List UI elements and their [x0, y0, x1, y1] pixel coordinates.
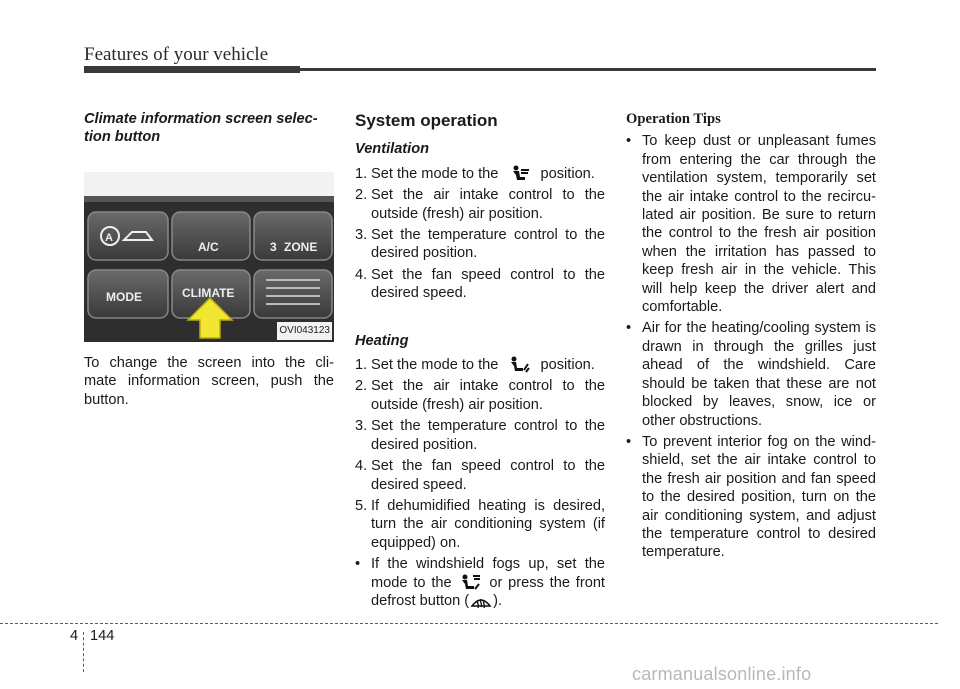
- list-item: [626, 319, 876, 429]
- page-header-title: Features of your vehicle: [84, 44, 269, 65]
- list-item: [626, 433, 876, 562]
- tip-text: To prevent interior fog on the wind- shield, set the air intake control to the fresh air position and fan speed to the desired position, turn on the air conditioning system, and adjust the temperature control to desired temperature.: [642, 433, 876, 561]
- step-number: 4.: [355, 458, 368, 475]
- tip-text: To keep dust or unpleasant fumes from entering the car through the ventilation system, temporarily set the air intake control to the recircu- lated air position. Be sure to return the control to the fresh air position when the irritation has passed to keep fresh air in the vehicle. This will help keep the driver alert and comfortable.: [642, 133, 876, 316]
- zone-button-label: ZONE: [284, 240, 318, 254]
- bullet-mark: •: [626, 320, 632, 337]
- header-rule: [84, 68, 876, 71]
- step-text: Set the temperature control to the desired position.: [371, 227, 605, 262]
- step-number: 2.: [355, 378, 368, 395]
- step-text: If dehumidified heating is desired, turn the air conditioning system (if equipped) on.: [371, 497, 605, 551]
- bullet-text: or press the front defrost button (: [371, 574, 605, 609]
- heating-bullets: [355, 555, 605, 610]
- step-number: 2.: [355, 187, 368, 204]
- footer-divider: [83, 632, 84, 672]
- floor-defrost-mode-icon: [459, 574, 481, 592]
- step-text: position.: [540, 165, 595, 182]
- list-item: [355, 226, 605, 263]
- step-number: 3.: [355, 418, 368, 435]
- svg-text:A: A: [105, 232, 113, 244]
- column-system-operation: [355, 108, 605, 613]
- ventilation-heading: Ventilation: [355, 141, 430, 158]
- operation-tips-heading: Operation Tips: [626, 111, 721, 127]
- face-vent-mode-icon: [508, 165, 530, 183]
- mode-button-label: MODE: [106, 290, 142, 304]
- climate-button-subheading: Climate information screen selec- tion button: [84, 111, 318, 145]
- climate-button-label: CLIMATE: [182, 286, 235, 300]
- operation-tips-list: [626, 132, 876, 561]
- front-defrost-icon: [470, 592, 492, 610]
- climate-panel-photo: [84, 172, 334, 342]
- step-number: 4.: [355, 266, 368, 283]
- list-item: [355, 165, 605, 183]
- step-text: Set the fan speed control to the desired speed.: [371, 266, 605, 302]
- list-item: [626, 132, 876, 316]
- step-text: Set the fan speed control to the desired speed.: [371, 458, 605, 493]
- heating-heading: Heating: [355, 332, 409, 349]
- step-text: Set the mode to the: [371, 165, 499, 182]
- bullet-text: If the windshield fogs up, set the mode to the: [371, 556, 605, 591]
- list-item: [355, 356, 605, 374]
- heating-steps: [355, 356, 605, 552]
- bullet-mark: •: [626, 433, 632, 450]
- ac-button-label: A/C: [198, 240, 219, 254]
- step-number: 3.: [355, 227, 368, 244]
- list-item: [355, 555, 605, 610]
- column-climate-button: [84, 108, 334, 409]
- list-item: [355, 457, 605, 494]
- system-operation-title: System operation: [355, 111, 498, 130]
- list-item: [355, 266, 605, 303]
- tip-text: Air for the heating/cooling system is drawn in through the grilles just ahead of the windshield. Care should be taken that these are not blocked by leaves, snow, ice or other obstructions.: [642, 320, 876, 429]
- step-number: 5.: [355, 497, 368, 514]
- bullet-mark: •: [626, 133, 632, 150]
- image-code: OVI043123: [277, 322, 332, 340]
- page-number: 144: [90, 628, 115, 644]
- footer-rule: [0, 623, 938, 624]
- ventilation-steps: [355, 165, 605, 303]
- step-text: Set the air intake control to the outside (fresh) air position.: [371, 378, 605, 413]
- climate-panel-illustration: [84, 172, 334, 342]
- step-text: Set the temperature control to the desired position.: [371, 418, 605, 453]
- list-item: [355, 497, 605, 552]
- step-number: 1.: [355, 357, 368, 374]
- bullet-mark: •: [355, 556, 361, 573]
- step-number: 1.: [355, 165, 368, 182]
- column-operation-tips: [626, 108, 876, 565]
- step-text: position.: [540, 357, 595, 374]
- step-text: Set the air intake control to the outside (fresh) air position.: [371, 187, 605, 222]
- floor-mode-icon: [508, 356, 530, 374]
- climate-button-description: To change the screen into the cli- mate information screen, push the button.: [84, 355, 334, 408]
- step-text: Set the mode to the: [371, 357, 499, 374]
- watermark: carmanualsonline.info: [632, 664, 812, 684]
- list-item: [355, 186, 605, 223]
- list-item: [355, 417, 605, 454]
- bullet-text: ).: [493, 592, 503, 609]
- page-chapter: 4: [70, 628, 79, 644]
- zone-button-number: 3: [270, 240, 277, 254]
- list-item: [355, 377, 605, 414]
